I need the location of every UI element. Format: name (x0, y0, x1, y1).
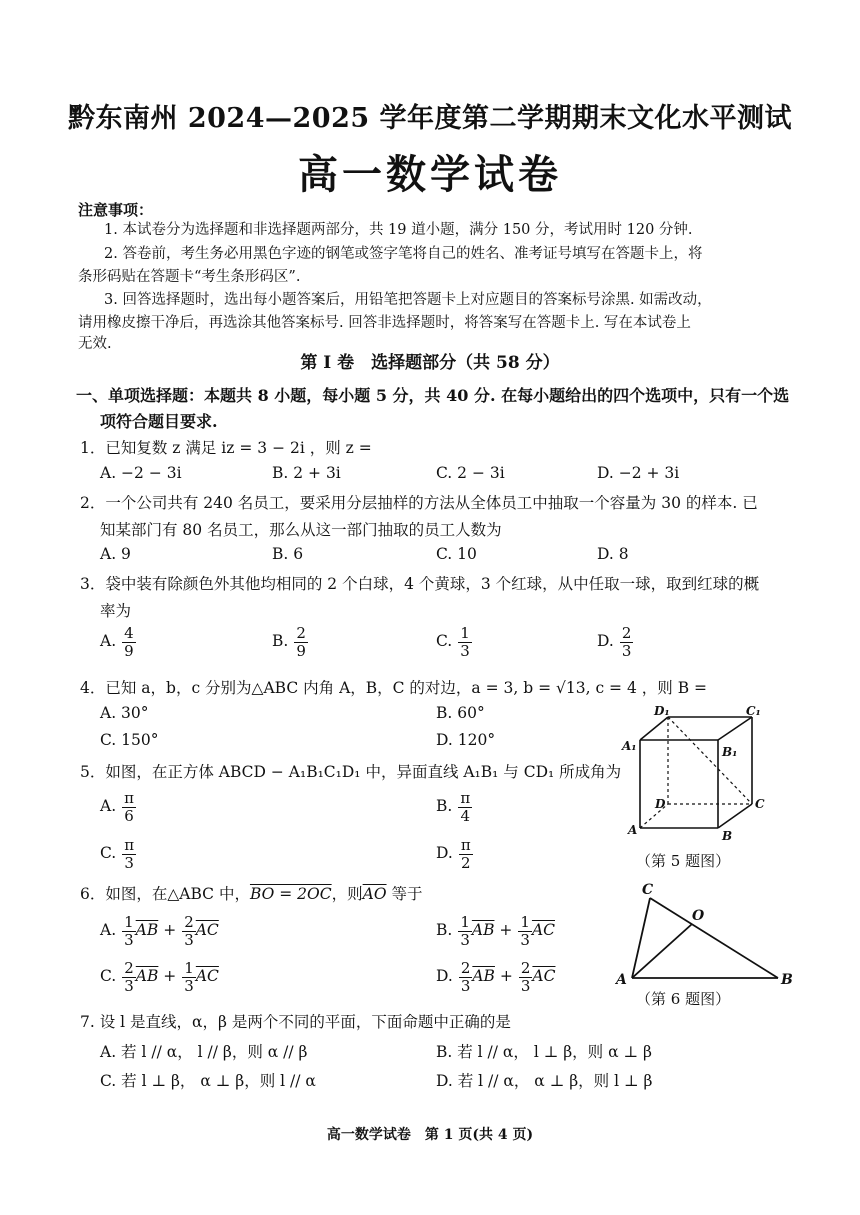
fraction: $\frac{\pi}{6}$ (124, 789, 134, 825)
cube-label-b1: B₁ (722, 745, 738, 759)
q5-option-c: C. $\frac{\pi}{3}$ (100, 836, 135, 872)
q1-stem: 1．已知复数 z 满足 iz = 3 − 2i ，则 z = (80, 439, 372, 457)
fraction: $\frac{4}{9}$ (124, 624, 134, 660)
triangle-label-o: O (692, 908, 705, 924)
q7-option-a: A. 若 l // α， l // β，则 α // β (100, 1043, 308, 1061)
q2-stem-cont: 知某部门有 80 名员工，那么从这一部门抽取的员工人数为 (100, 521, 502, 539)
fraction: $\frac{1}{3}$ (184, 959, 194, 995)
q4-stem: 4．已知 a，b，c 分别为△ABC 内角 A，B，C 的对边，a = 3, b = √13, c = 4 ，则 B = (80, 679, 707, 697)
q7-stem: 7. 设 l 是直线，α，β 是两个不同的平面，下面命题中正确的是 (80, 1013, 511, 1031)
q6-stem: 6．如图，在△ABC 中，BO = 2OC，则$\overline{AO}$ 等于 (80, 885, 423, 903)
q3-option-c: C. $\frac{1}{3}$ (436, 624, 470, 660)
q7-option-b: B. 若 l // α， l ⊥ β，则 α ⊥ β (436, 1043, 652, 1061)
cube-label-c: C (755, 797, 765, 811)
q3-option-b: B. $\frac{2}{9}$ (272, 624, 306, 660)
q5-option-a: A. $\frac{\pi}{6}$ (100, 789, 134, 825)
fraction: $\frac{2}{3}$ (460, 959, 471, 995)
q7-option-d: D. 若 l // α， α ⊥ β，则 l ⊥ β (436, 1072, 653, 1090)
q2-option-b: B. 6 (272, 545, 304, 563)
q4-option-a: A. 30° (100, 704, 149, 722)
q6-option-b: B. $\frac{1}{3}$ $\overline{AB}$ + $\frac{1}{3}$ $\overline{AC}$ (436, 913, 555, 949)
q6-option-d: D. $\frac{2}{3}$ $\overline{AB}$ + $\frac{2}{3}$ $\overline{AC}$ (436, 959, 556, 995)
fraction: $\frac{\pi}{4}$ (460, 789, 471, 825)
fraction: $\frac{1}{3}$ (460, 624, 470, 660)
fraction: $\frac{2}{3}$ (621, 624, 632, 660)
q3-stem-cont: 率为 (100, 602, 132, 620)
q3-option-a: A. $\frac{4}{9}$ (100, 624, 134, 660)
q2-option-c: C. 10 (436, 545, 477, 563)
cube-label-d: D (655, 797, 666, 811)
page-footer: 高一数学试卷 第 1 页(共 4 页) (326, 1127, 534, 1143)
q3-stem: 3．袋中装有除颜色外其他均相同的 2 个白球，4 个黄球，3 个红球，从中任取一球，取到红球的概 (80, 575, 760, 593)
q4-option-d: D. 120° (436, 731, 496, 749)
q4-option-b: B. 60° (436, 704, 485, 722)
notice-item-2-cont: 条形码贴在答题卡“考生条形码区”. (78, 269, 301, 285)
cube-label-b: B (722, 829, 733, 843)
fraction: $\frac{1}{3}$ (520, 913, 530, 949)
fraction: $\frac{2}{3}$ (124, 959, 134, 995)
notice-item-3-end: 无效. (78, 336, 112, 352)
q2-option-d: D. 8 (597, 545, 629, 563)
q1-option-c: C. 2 − 3i (436, 464, 505, 482)
q3-option-d: D. $\frac{2}{3}$ (597, 624, 632, 660)
q5-stem: 5．如图，在正方体 ABCD − A₁B₁C₁D₁ 中，异面直线 A₁B₁ 与 CD₁ 所成角为 (80, 763, 622, 781)
cube-label-a1: A₁ (622, 739, 637, 753)
q5-option-b: B. $\frac{\pi}{4}$ (436, 789, 471, 825)
notice-item-1: 1. 本试卷分为选择题和非选择题两部分，共 19 道小题，满分 150 分，考试用时 120 分钟. (104, 222, 693, 238)
fraction: $\frac{2}{9}$ (296, 624, 306, 660)
q4-option-c: C. 150° (100, 731, 159, 749)
q2-stem: 2．一个公司共有 240 名员工，要采用分层抽样的方法从全体员工中抽取一个容量为 30 的样本. 已 (80, 494, 758, 512)
cube-label-d1: D₁ (654, 704, 670, 718)
fraction: $\frac{1}{3}$ (460, 913, 470, 949)
q2-option-a: A. 9 (100, 545, 131, 563)
q1-option-d: D. −2 + 3i (597, 464, 680, 482)
notice-item-3-cont: 请用橡皮擦干净后，再选涂其他答案标号. 回答非选择题时，将答案写在答题卡上. 写在本试卷上 (78, 315, 691, 331)
figure-5-caption: （第 5 题图） (636, 852, 731, 870)
part-instruction: 一、单项选择题：本题共 8 小题，每小题 5 分，共 40 分. 在每小题给出的四个选项中，只有一个选 (76, 386, 790, 405)
q6-option-a: A. $\frac{1}{3}$ $\overline{AB}$ + $\frac{2}{3}$ $\overline{AC}$ (100, 913, 219, 949)
triangle-label-c: C (642, 882, 654, 898)
figure-6-caption: （第 6 题图） (636, 990, 731, 1008)
q1-option-a: A. −2 − 3i (100, 464, 182, 482)
section-title: 第 Ⅰ 卷 选择题部分（共 58 分） (300, 353, 560, 373)
notice-heading: 注意事项： (78, 201, 154, 219)
cube-label-a: A (628, 823, 638, 837)
part-instruction-cont: 项符合题目要求. (100, 412, 218, 431)
q5-option-d: D. $\frac{\pi}{2}$ (436, 836, 471, 872)
triangle-label-a: A (616, 972, 627, 988)
triangle-label-b: B (781, 972, 793, 988)
cube-label-c1: C₁ (746, 704, 761, 718)
fraction: $\frac{\pi}{2}$ (460, 836, 471, 872)
fraction: $\frac{2}{3}$ (520, 959, 531, 995)
exam-subtitle: 高一数学试卷 (298, 151, 562, 198)
notice-item-3: 3. 回答选择题时，选出每小题答案后，用铅笔把答题卡上对应题目的答案标号涂黑. 如需改动， (104, 292, 712, 308)
fraction: $\frac{\pi}{3}$ (124, 836, 135, 872)
q1-option-b: B. 2 + 3i (272, 464, 341, 482)
notice-item-2: 2. 答卷前，考生务必用黑色字迹的钢笔或签字笔将自己的姓名、准考证号填写在答题卡上，将 (104, 246, 703, 262)
exam-title: 黔东南州 2024—2025 学年度第二学期期末文化水平测试 (67, 103, 793, 134)
triangle-figure (612, 880, 802, 990)
cube-figure (618, 700, 778, 850)
fraction: $\frac{1}{3}$ (124, 913, 134, 949)
q6-option-c: C. $\frac{2}{3}$ $\overline{AB}$ + $\frac{1}{3}$ $\overline{AC}$ (100, 959, 219, 995)
fraction: $\frac{2}{3}$ (184, 913, 194, 949)
q7-option-c: C. 若 l ⊥ β， α ⊥ β，则 l // α (100, 1072, 316, 1090)
